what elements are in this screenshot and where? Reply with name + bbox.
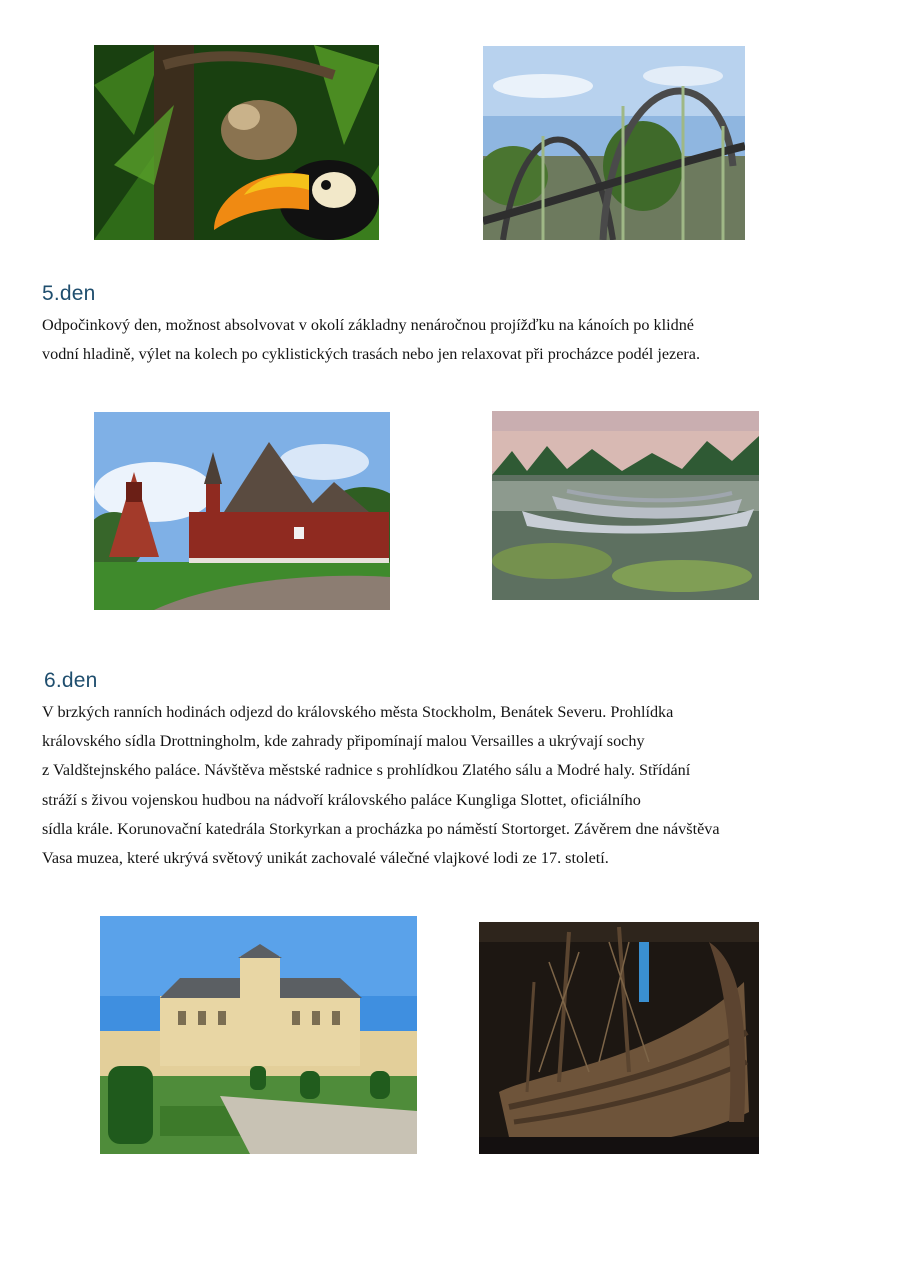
day5-heading: 5.den xyxy=(42,282,96,305)
day6-line: stráží s živou vojenskou hudbou na nádvoří královského paláce Kungliga Slottet, oficiálního xyxy=(42,790,641,809)
vasa-photo xyxy=(479,922,759,1154)
day6-heading: 6.den xyxy=(44,669,98,692)
day6-line: z Valdštejnského paláce. Návštěva městské radnice s prohlídkou Zlatého sálu a Modré haly. Střídání xyxy=(42,761,691,780)
day5-line: vodní hladině, výlet na kolech po cyklistických trasách nebo jen relaxovat při procházce podél jezera. xyxy=(42,345,701,364)
rollercoaster-photo xyxy=(483,46,745,240)
day6-line: V brzkých ranních hodinách odjezd do královského města Stockholm, Benátek Severu. Prohlídka xyxy=(42,703,674,721)
day5-paragraph xyxy=(42,311,842,369)
church-photo xyxy=(94,412,390,610)
day6-line: královského sídla Drottningholm, kde zahrady připomínají malou Versailles a ukrývají sochy xyxy=(42,732,645,751)
day6-line: sídla krále. Korunovační katedrála Storkyrkan a procházka po náměstí Stortorget. Závěrem dne návštěva xyxy=(42,819,720,838)
day5-line: Odpočinkový den, možnost absolvovat v okolí základny nenáročnou projížďku na kánoích po klidné xyxy=(42,316,694,334)
palace-photo xyxy=(100,916,417,1154)
jungle-photo xyxy=(94,45,379,240)
canoes-photo xyxy=(492,411,759,600)
day6-paragraph xyxy=(42,698,842,873)
day6-line: Vasa muzea, které ukrývá světový unikát zachovalé válečné vlajkové lodi ze 17. století. xyxy=(42,849,609,868)
